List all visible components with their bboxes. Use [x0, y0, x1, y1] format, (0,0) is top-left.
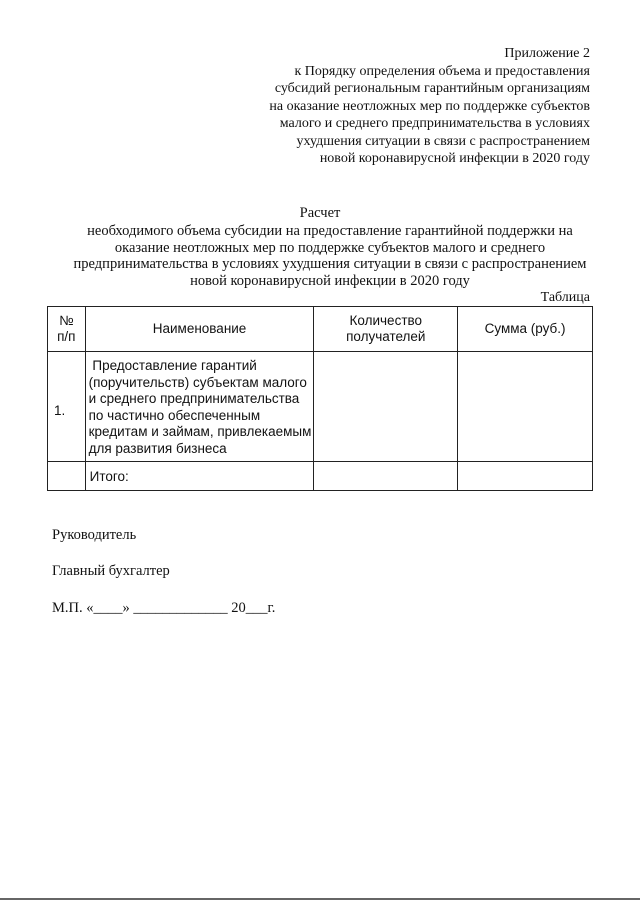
- subtitle-line: новой коронавирусной инфекции в 2020 году: [190, 272, 470, 289]
- total-sum: [458, 462, 593, 491]
- total-count: [314, 462, 458, 491]
- header-sum: Сумма (руб.): [458, 307, 593, 352]
- header-count: [314, 307, 458, 352]
- row-name-line: для развития бизнеса: [88, 440, 227, 456]
- table-row: [48, 352, 593, 462]
- header-num: [48, 307, 86, 352]
- table-header-row: [48, 307, 593, 352]
- row-name-line: Предоставление гарантий: [92, 358, 257, 373]
- subtitle-line: необходимого объема субсидии на предоставление гарантийной поддержки на: [87, 223, 573, 239]
- subtitle-line: предпринимательства в условиях ухудшения ситуации в связи с распространением: [73, 256, 587, 272]
- row-name-line: по частично обеспеченным: [88, 407, 261, 423]
- appendix-line: субсидий региональным гарантийным организациям: [274, 81, 590, 96]
- appendix-line: малого и среднего предпринимательства в условиях: [279, 116, 590, 131]
- total-num: [48, 462, 86, 491]
- subtitle-line: оказание неотложных мер по поддержке субъектов малого и среднего: [114, 239, 546, 256]
- header-num-line: п/п: [57, 329, 76, 344]
- header-count-line: Количество: [349, 313, 423, 328]
- document-subtitle: [40, 223, 620, 289]
- row-sum: [458, 352, 593, 462]
- header-name: Наименование: [85, 307, 314, 352]
- table-caption: Таблица: [540, 290, 590, 305]
- appendix-line: Приложение 2: [504, 46, 590, 61]
- calculation-table: [47, 306, 593, 491]
- header-num-line: №: [59, 313, 74, 328]
- row-name-line: кредитам и займам, привлекаемым: [88, 424, 312, 439]
- row-name: [85, 352, 314, 462]
- stamp-date-line: М.П. «____» _____________ 20___г.: [52, 600, 276, 616]
- appendix-line: на оказание неотложных мер по поддержке субъектов: [269, 98, 590, 114]
- row-name-line: (поручительств) субъектам малого: [88, 374, 307, 390]
- signature-head: Руководитель: [52, 527, 137, 543]
- table-total-row: [48, 462, 593, 491]
- appendix-line: ухудшения ситуации в связи с распространением: [296, 133, 590, 149]
- document-title: Расчет: [299, 205, 341, 221]
- row-num: 1.: [48, 352, 86, 462]
- header-count-line: получателей: [346, 329, 426, 344]
- scan-edge-divider: [0, 898, 640, 900]
- appendix-line: к Порядку определения объема и предоставления: [294, 63, 590, 79]
- row-name-line: и среднего предпринимательства: [88, 391, 300, 406]
- appendix-line: новой коронавирусной инфекции в 2020 году: [319, 151, 590, 166]
- row-count: [314, 352, 458, 462]
- total-label: Итого:: [85, 462, 314, 491]
- signature-accountant: Главный бухгалтер: [52, 563, 170, 579]
- appendix-header: [170, 45, 590, 168]
